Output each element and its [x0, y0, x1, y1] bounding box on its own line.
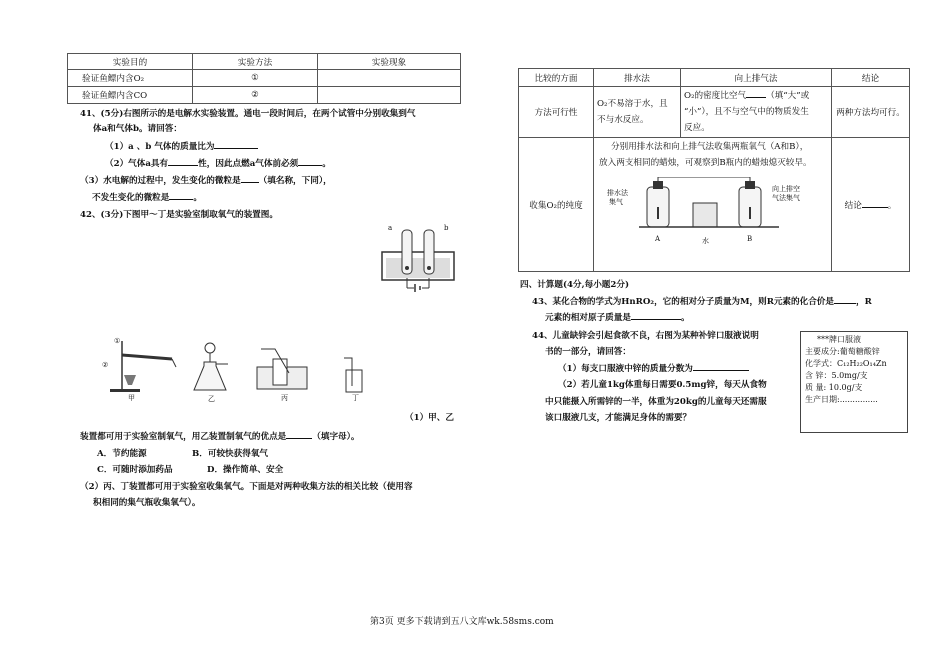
row1-water-text: O₂不易溶于水，且 — [597, 99, 668, 109]
answer-blank[interactable] — [746, 89, 766, 98]
apparatus-jia — [102, 337, 178, 403]
q43-text: 43、某化合物的学式为HnRO₂，它的相对分子质量为M，则R元素的化合价是 — [532, 297, 834, 307]
fig-b: B — [747, 235, 753, 243]
q44-part1 — [558, 362, 749, 374]
q43-text: 元素的相对原子质量是 — [545, 313, 631, 323]
table2-cell — [594, 138, 832, 272]
answer-blank[interactable] — [241, 174, 259, 183]
experiment-table — [67, 53, 461, 104]
q41-part2 — [105, 157, 331, 169]
table2-cell — [832, 138, 910, 272]
q41-part3 — [92, 191, 202, 203]
label-yi: 乙 — [208, 395, 215, 403]
q41-p1-text: （1）a 、b 气体的质量比为 — [105, 142, 215, 152]
q43-text: ，R — [856, 297, 872, 307]
answer-blank[interactable] — [631, 311, 681, 320]
answer-blank[interactable] — [169, 191, 193, 200]
q43-line2 — [545, 311, 690, 323]
label-title: ***牌口服液 — [817, 335, 861, 344]
q42-p1-text: 装置都可用于实验室制氧气，用乙装置制氧气的优点是 — [80, 432, 287, 442]
row2-desc: 放入两支相同的蜡烛，可观察到B瓶内的蜡烛熄灭较早。 — [599, 158, 812, 168]
q41-p3-text: （3）水电解的过程中，发生变化的微粒是 — [80, 176, 241, 186]
answer-blank[interactable] — [693, 362, 749, 371]
label-b: b — [444, 224, 449, 232]
fig-left-label: 排水法 — [607, 189, 628, 197]
q41-stem: 41、(5分)右图所示的是电解水实验装置。通电一段时间后，在两个试管中分别收集到气 — [80, 109, 416, 119]
apparatus-bing — [255, 345, 311, 403]
table1-header: 实验现象 — [318, 54, 461, 70]
q42-p2: 积相同的集气瓶收集氧气）。 — [93, 498, 201, 508]
row1-air-text: “小”），且不与空气中的物质发生 — [684, 107, 809, 117]
table2-cell: 收集O₂的纯度 — [519, 138, 594, 272]
fig-right-label: 气法集气 — [772, 194, 800, 202]
row1-air-text-b: （填“大”或 — [766, 91, 810, 101]
table1-cell: 验证鱼鳔内含O₂ — [68, 70, 193, 87]
q44-line2: 书的一部分，请回答： — [545, 347, 631, 357]
label-line: 主要成分:葡萄糖酸锌 — [805, 347, 880, 356]
table2-header: 比较的方面 — [519, 69, 594, 87]
q41-p2-text: 。 — [322, 159, 331, 169]
table2-header: 结论 — [832, 69, 910, 87]
q42-p1-text: （填字母）。 — [312, 432, 360, 442]
q41-p3-text: 不发生变化的微粒是 — [92, 193, 170, 203]
q42-stem: 42、(3分)下图甲～丁是实验室制取氧气的装置图。 — [80, 210, 278, 220]
option-d: D．操作简单、安全 — [207, 465, 284, 475]
fig-left-label: 集气 — [609, 198, 623, 206]
q42-p1-end: （1）甲、乙 — [405, 413, 454, 423]
table2-cell — [594, 87, 681, 138]
option-c: C．可随时添加药品 — [97, 465, 173, 475]
bottles-figure — [597, 171, 828, 251]
q41-p3-text: 。 — [193, 193, 202, 203]
answer-blank[interactable] — [862, 199, 888, 208]
table1-cell — [318, 70, 461, 87]
mark-1: ① — [114, 337, 121, 345]
table2-cell: 方法可行性 — [519, 87, 594, 138]
electrolysis-figure — [378, 222, 460, 298]
answer-blank[interactable] — [834, 295, 856, 304]
q43-line1 — [532, 295, 872, 307]
answer-blank[interactable] — [286, 430, 312, 439]
table1-cell: 验证鱼鳔内含CO — [68, 87, 193, 104]
mark-2: ② — [102, 361, 109, 369]
q41-stem: 体a和气体b。请回答： — [93, 124, 182, 134]
row1-water-text: 不与水反应。 — [597, 115, 649, 125]
row2-desc: 分别用排水法和向上排气法收集两瓶氧气（A和B）， — [611, 142, 809, 152]
row1-air-text-a: O₂的密度比空气 — [684, 91, 747, 101]
label-jia: 甲 — [128, 394, 135, 402]
table1-cell: ② — [193, 87, 318, 104]
label-line: 生产日期:............... — [805, 395, 878, 404]
table2-header: 排水法 — [594, 69, 681, 87]
q44-p1-text: （1）每支口服液中锌的质量分数为 — [558, 364, 693, 374]
q44-part2: （2）若儿童1kg体重每日需要0.5mg锌，每天从食物 — [558, 380, 767, 390]
medicine-label-box — [800, 331, 908, 433]
q41-p3-text: （填名称，下同）， — [258, 176, 332, 186]
apparatus-yi — [190, 340, 230, 403]
apparatus-ding — [340, 356, 368, 403]
q41-part3 — [80, 174, 332, 186]
fig-right-label: 向上排空 — [772, 185, 800, 193]
q42-p2: （2）丙、丁装置都可用于实验室收集氧气。下面是对两种收集方法的相关比较（使用容 — [80, 482, 413, 492]
label-bing: 丙 — [281, 394, 288, 402]
q44-line1: 44、儿童缺锌会引起食欲不良，右图为某种补锌口服液说明 — [532, 331, 759, 341]
fig-a: A — [655, 235, 661, 243]
option-a: A．节约能源 — [97, 449, 147, 459]
comparison-table — [518, 68, 910, 272]
q41-p2-text: 性，因此点燃a气体前必须 — [198, 159, 299, 169]
table1-header: 实验方法 — [193, 54, 318, 70]
label-line: 化学式：C₁₂H₂₂O₁₄Zn — [805, 359, 887, 368]
conclusion-label: 结论 — [844, 200, 862, 211]
label-line: 质 量: 10.0g/支 — [805, 383, 863, 392]
label-a: a — [388, 224, 393, 232]
table1-header: 实验目的 — [68, 54, 193, 70]
q41-part1 — [105, 140, 258, 152]
table2-cell: 两种方法均可行。 — [832, 87, 910, 138]
table2-header: 向上排气法 — [681, 69, 832, 87]
row1-air-text — [684, 88, 828, 104]
table1-cell: ① — [193, 70, 318, 87]
q44-part2: 中只能摄入所需锌的一半，体重为20kg的儿童每天还需服 — [545, 397, 767, 407]
conclusion-tail: 。 — [887, 200, 897, 211]
answer-blank[interactable] — [168, 157, 198, 166]
q41-p2-text: （2）气体a具有 — [105, 159, 169, 169]
label-line: 含 锌：5.0mg/支 — [805, 371, 868, 380]
page-footer: 第3页 更多下载请到五八文库wk.58sms.com — [370, 617, 554, 627]
q44-part2: 该口服液几支，才能满足身体的需要？ — [545, 413, 692, 423]
answer-blank[interactable] — [298, 157, 322, 166]
answer-blank[interactable] — [214, 140, 258, 149]
q43-text: 。 — [680, 313, 690, 323]
row1-air-text: 反应。 — [684, 123, 710, 133]
table1-cell — [318, 87, 461, 104]
table2-cell — [681, 87, 832, 138]
fig-water: 水 — [702, 237, 709, 245]
option-b: B．可较快获得氧气 — [192, 449, 269, 459]
label-ding: 丁 — [352, 394, 359, 402]
section-4-title: 四、计算题(4分,每小题2分) — [520, 280, 630, 290]
q42-p1-line — [80, 430, 360, 442]
